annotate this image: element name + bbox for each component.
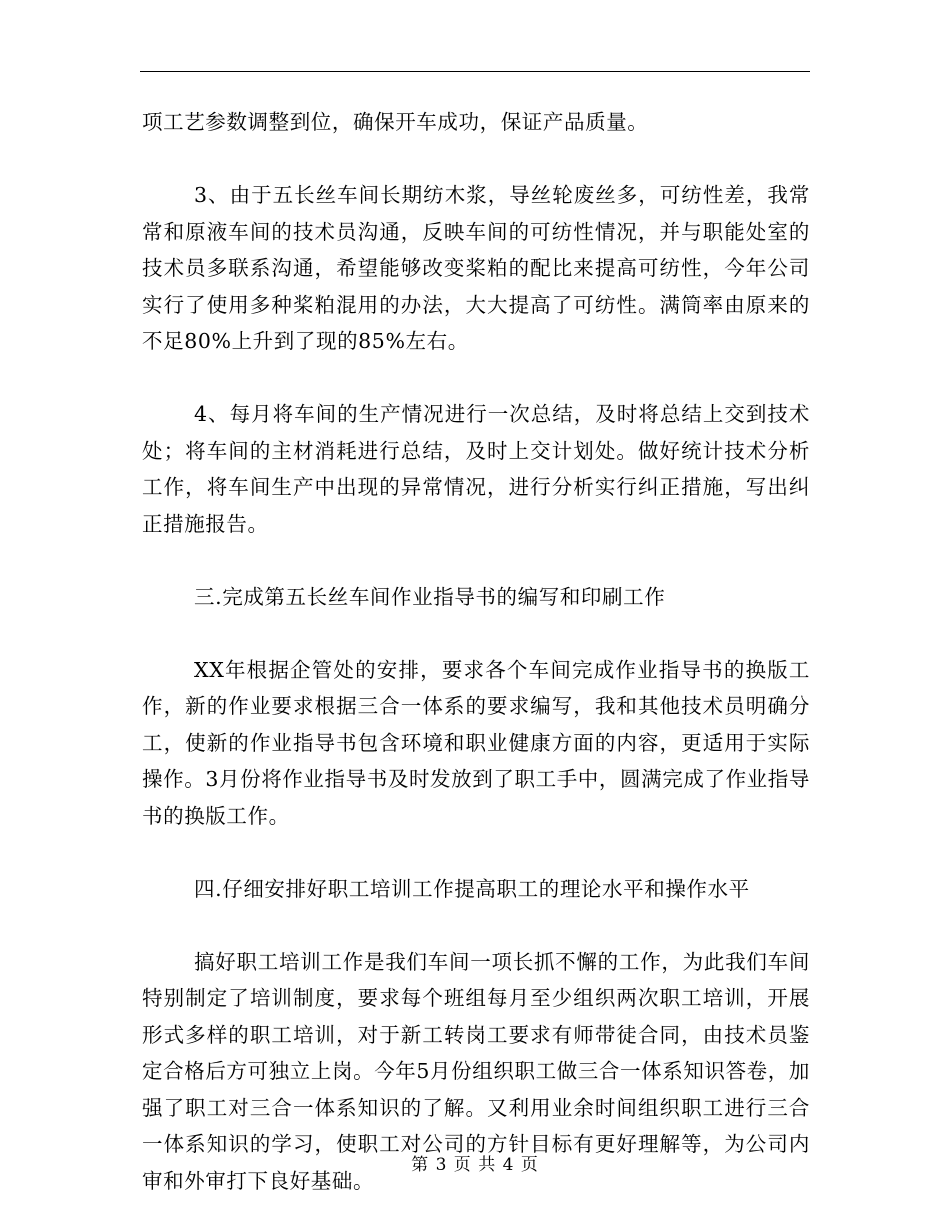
- document-body: [142, 104, 810, 1199]
- paragraph-gap: [142, 141, 810, 178]
- section-heading-4: 四.仔细安排好职工培训工作提高职工的理论水平和操作水平: [194, 876, 750, 901]
- paragraph-gap: [142, 615, 810, 652]
- paragraph-gap: [142, 907, 810, 944]
- paragraph-section-3-body: XX年根据企管处的安排，要求各个车间完成作业指导书的换版工作，新的作业要求根据三合一体系的要求编写，我和其他技术员明确分工，使新的作业指导书包含环境和职业健康方面的内容，更适用于实际操作。3月份将作业指导书及时发放到了职工手中，圆满完成了作业指导书的换版工作。: [142, 657, 810, 828]
- paragraph-gap: [142, 360, 810, 397]
- paragraph-section-4-body: 搞好职工培训工作是我们车间一项长抓不懈的工作，为此我们车间特别制定了培训制度，要求每个班组每月至少组织两次职工培训，开展形式多样的职工培训，对于新工转岗工要求有师带徒合同，由技术员鉴定合格后方可独立上岗。今年5月份组织职工做三合一体系知识答卷，加强了职工对三合一体系知识的了解。又利用业余时间组织职工进行三合一体系知识的学习，使职工对公司的方针目标有更好理解等，为公司内审和外审打下良好基础。: [142, 949, 810, 1193]
- paragraph-item-4: 4、每月将车间的生产情况进行一次总结，及时将总结上交到技术处；将车间的主材消耗进行总结，及时上交计划处。做好统计技术分析工作，将车间生产中出现的异常情况，进行分析实行纠正措施，写出纠正措施报告。: [142, 402, 810, 536]
- page-number-footer: 第 3 页 共 4 页: [411, 1155, 539, 1175]
- header-rule: [140, 71, 810, 72]
- section-heading-3: 三.完成第五长丝车间作业指导书的编写和印刷工作: [194, 584, 666, 609]
- paragraph-item-3: 3、由于五长丝车间长期纺木浆，导丝轮废丝多，可纺性差，我常常和原液车间的技术员沟通，反映车间的可纺性情况，并与职能处室的技术员多联系沟通，希望能够改变桨粕的配比来提高可纺性，今年公司实行了使用多种桨粕混用的办法，大大提高了可纺性。满筒率由原来的不足80%上升到了现的85%左右。: [142, 183, 810, 353]
- paragraph-continuation: 项工艺参数调整到位，确保开车成功，保证产品质量。: [142, 110, 649, 134]
- paragraph-gap: [142, 834, 810, 871]
- paragraph-gap: [142, 542, 810, 579]
